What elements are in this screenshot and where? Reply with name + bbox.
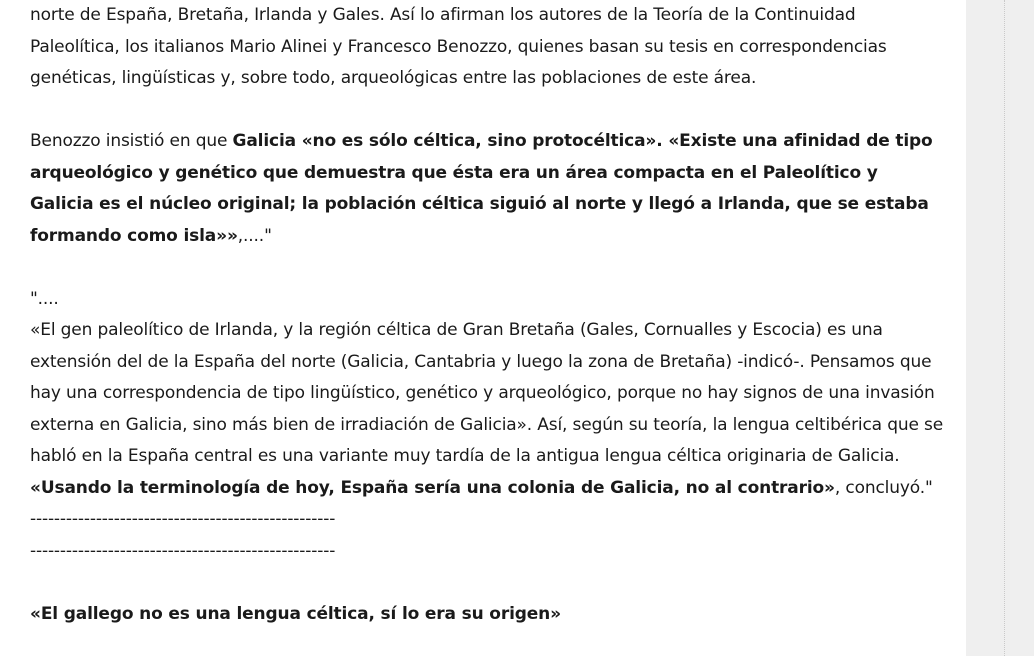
irish-gene-text: «El gen paleolítico de Irlanda, y la región céltica de Gran Bretaña (Gales, Cornualles y Escocia) es una extensión del de la España del norte (Galicia, Cantabria y luego la zona de Bretaña) -indicó-. Pensamos que hay una correspondencia de tipo lingüístico, genético y arqueológico, porque no hay signos de una invasión externa en Galicia, sino más bien de irradiación de Galicia». Así, según su teoría, la lengua celtibérica que se habló en la España central es una variante muy tardía de la antigua lengua céltica originaria de Galicia. bbox=[30, 320, 944, 466]
article-body bbox=[30, 0, 945, 630]
paragraph-continuity-theory: norte de España, Bretaña, Irlanda y Gales. Así lo afirman los autores de la Teoría de la Continuidad Paleolítica, los italianos Mario Alinei y Francesco Benozzo, quienes basan su tesis en correspondencias genéticas, lingüísticas y, sobre todo, arqueológicas entre las poblaciones de este área. bbox=[30, 5, 887, 88]
quote-intro: Benozzo insistió en que bbox=[30, 131, 233, 151]
sidebar-panel bbox=[966, 0, 1034, 656]
irish-gene-bold: «Usando la terminología de hoy, España sería una colonia de Galicia, no al contrario» bbox=[30, 477, 835, 498]
irish-gene-end: , concluyó." bbox=[834, 477, 933, 498]
sidebar-divider bbox=[1004, 0, 1005, 656]
paragraph-spacer bbox=[30, 252, 945, 284]
dashed-divider: --------------------------------------------------- bbox=[30, 540, 336, 561]
paragraph-benozzo-quote bbox=[30, 126, 945, 252]
section-heading: «El gallego no es una lengua céltica, sí lo era su origen» bbox=[30, 603, 561, 624]
paragraph-open-quote: ".... bbox=[30, 288, 59, 309]
quote-bold: Galicia «no es sólo céltica, sino protocéltica». «Existe una afinidad de tipo arqueológico y genético que demuestra que ésta era un área compacta en el Paleolítico y Galicia es el núcleo original; la población céltica siguió al norte y llegó a Irlanda, que se estaba formando como isla»» bbox=[30, 131, 933, 246]
dashed-divider: --------------------------------------------------- bbox=[30, 509, 336, 529]
quote-end: ,...." bbox=[237, 225, 272, 246]
paragraph-spacer bbox=[30, 95, 945, 127]
paragraph-irish-gene bbox=[30, 315, 945, 504]
paragraph-spacer bbox=[30, 567, 945, 599]
